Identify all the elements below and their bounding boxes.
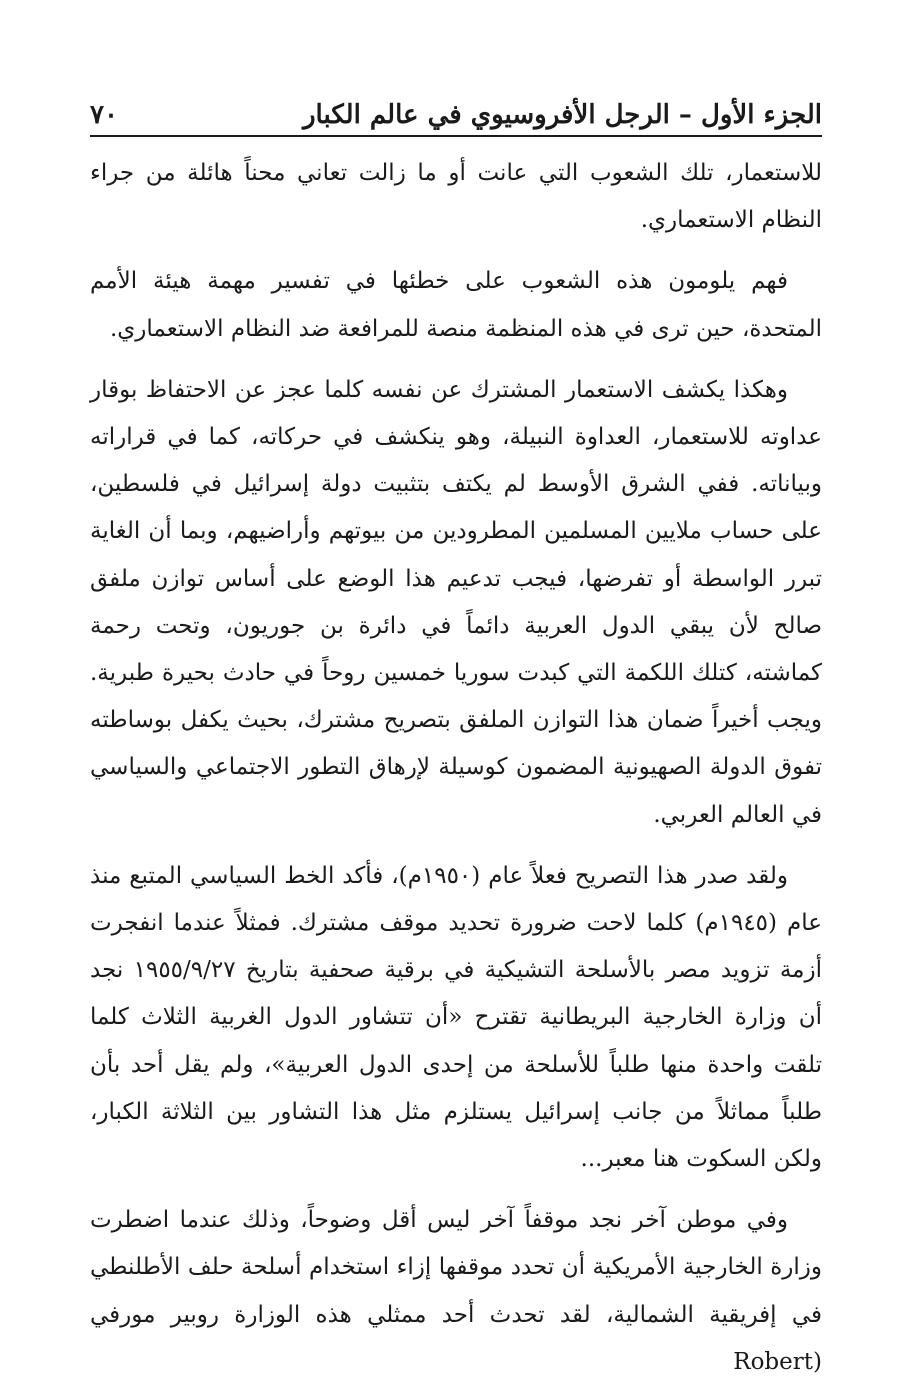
paragraph-un-mission: فهم يلومون هذه الشعوب على خطئها في تفسير مهمة هيئة الأمم المتحدة، حين ترى في هذه المنظمة منصة للمرافعة ضد النظام الاستعماري.: [90, 268, 822, 342]
paragraph-joint-colonialism: وهكذا يكشف الاستعمار المشترك عن نفسه كلما عجز عن الاحتفاظ بوقار عداوته للاستعمار، العداوة النبيلة، وهو ينكشف في حركاته، كما في قراراته وبياناته. ففي الشرق الأوسط لم يكتف بتثبيت دولة إسرائيل في فلسطين، على حساب ملايين المسلمين المطرودين من بيوتهم وأراضيهم، وبما أن الغاية تبرر الواسطة أو تفرضها، فيجب تدعيم هذا الوضع على أساس توازن ملفق صالح لأن يبقي الدول العربية دائماً في دائرة بن جوريون، وتحت رحمة كماشته، كتلك اللكمة التي كبدت سوريا خمسين روحاً في حادث بحيرة طبرية. ويجب أخيراً ضمان هذا التوازن الملفق بتصريح مشترك، بحيث يكفل بوساطته تفوق الدولة الصهيونية المضمون كوسيلة لإرهاق التطور الاجتماعي والسياسي في العالم العربي.: [90, 376, 822, 828]
header-divider: [90, 135, 822, 137]
paragraph-continuation: للاستعمار، تلك الشعوب التي عانت أو ما زالت تعاني محناً هائلة من جراء النظام الاستعماري.: [90, 160, 822, 234]
body-text: [90, 150, 822, 1400]
paragraph-north-africa: وفي موطن آخر نجد موقفاً آخر ليس أقل وضوحاً، وذلك عندما اضطرت وزارة الخارجية الأمريكية أن تحدد موقفها إزاء استخدام أسلحة حلف الأطلنطي في إفريقية الشمالية، لقد تحدث أحد ممثلي هذه الوزارة روبير مورفي (Robert: [90, 1207, 822, 1375]
running-header: [90, 92, 822, 132]
running-title: الجزء الأول – الرجل الأفروسيوي في عالم الكبار: [303, 100, 822, 130]
page-number: ٧٠: [90, 100, 118, 130]
paragraph-declaration-1950: ولقد صدر هذا التصريح فعلاً عام (١٩٥٠م)، فأكد الخط السياسي المتبع منذ عام (١٩٤٥م) كلما لاحت ضرورة تحديد موقف مشترك. فمثلاً عندما انفجرت أزمة تزويد مصر بالأسلحة التشيكية في برقية صحفية بتاريخ ١٩٥٥/٩/٢٧ نجد أن وزارة الخارجية البريطانية تقترح «أن تتشاور الدول الغربية الثلاث كلما تلقت واحدة منها طلباً للأسلحة من إحدى الدول العربية»، ولم يقل أحد بأن طلباً مماثلاً من جانب إسرائيل يستلزم مثل هذا التشاور بين الثلاثة الكبار، ولكن السكوت هنا معبر...: [90, 862, 822, 1173]
